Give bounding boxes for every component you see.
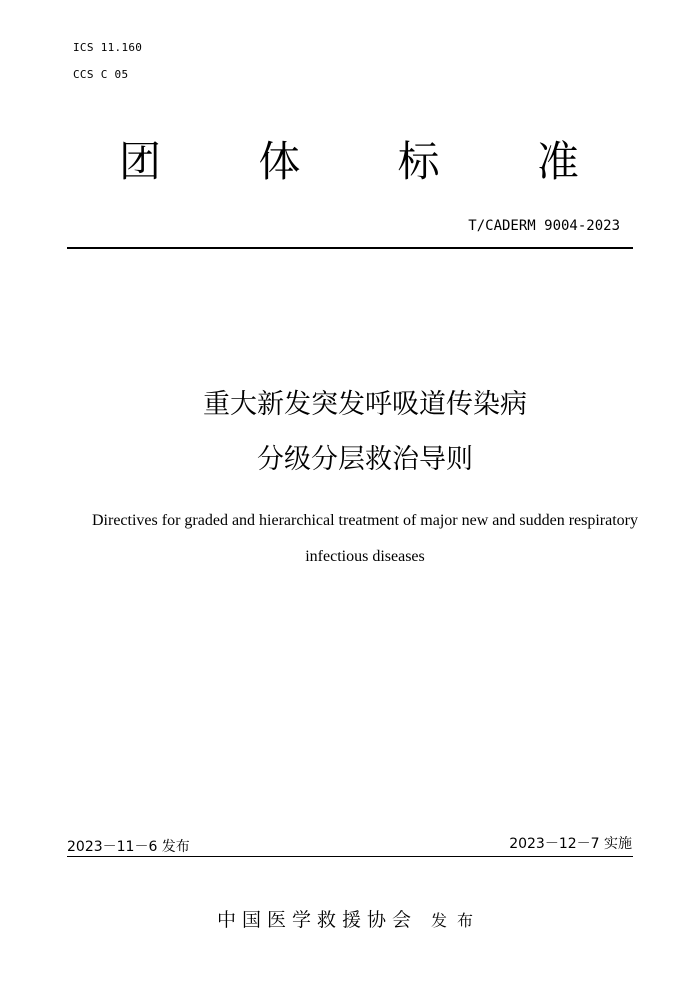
english-title-line-2: infectious diseases — [305, 548, 425, 565]
standard-type-char: 标 — [397, 137, 440, 186]
publisher-organization: 中国医学救援协会 — [216, 909, 417, 931]
top-divider — [67, 247, 633, 249]
ics-code: ICS 11.160 — [73, 41, 143, 54]
standard-type-char: 准 — [536, 137, 579, 186]
english-title-line-1: Directives for graded and hierarchical treatment of major new and sudden respiratory — [92, 512, 638, 529]
bottom-divider — [67, 856, 633, 857]
publish-date: 2023－11－6 发布 — [67, 839, 190, 855]
implementation-date: 2023－12－7 实施 — [509, 836, 632, 852]
chinese-title-line-1: 重大新发突发呼吸道传染病 — [203, 389, 527, 420]
ccs-code: CCS C 05 — [73, 68, 129, 81]
standard-code: T/CADERM 9004-2023 — [468, 218, 620, 234]
standard-type-heading — [104, 134, 594, 190]
publisher-line — [0, 905, 700, 932]
publisher-action: 发布 — [431, 911, 484, 930]
standard-type-char: 体 — [258, 137, 301, 186]
standard-type-char: 团 — [118, 137, 161, 186]
chinese-title-line-2: 分级分层救治导则 — [257, 444, 473, 475]
